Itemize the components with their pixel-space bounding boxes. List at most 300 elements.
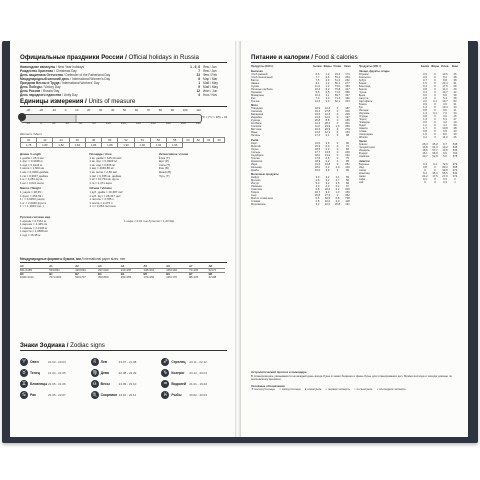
food-value: 26,3	[422, 143, 428, 146]
food-value: 308	[452, 165, 458, 169]
food-value: 0	[336, 150, 339, 154]
food-value: 13,8	[324, 162, 331, 166]
food-value: 10,5	[442, 72, 448, 76]
food-value: 337	[345, 93, 350, 97]
unit-line: 1 куб. дюйм = 16,387 см³	[89, 189, 123, 194]
food-value: 43	[453, 129, 457, 133]
food-name: Морковь	[358, 111, 370, 115]
food-name: Кофе	[358, 177, 366, 181]
food-value: 16,0	[314, 141, 321, 145]
food-value: 57,7	[432, 149, 438, 152]
food-name: Арбуз	[358, 78, 366, 82]
food-value: 17,5	[314, 156, 321, 160]
unit-line: 1 фунт = 453,59 г	[20, 193, 44, 198]
food-value: 0,8	[423, 129, 427, 133]
food-name: Сушки	[251, 84, 260, 88]
food-value: 27,3	[324, 194, 331, 197]
holiday-month: Июн / Jun	[203, 89, 218, 93]
food-value: 91	[453, 81, 457, 85]
holiday-ru: День народного единства	[20, 93, 62, 97]
food-value: 316	[345, 110, 350, 113]
food-name: Кальмар	[251, 165, 262, 169]
zodiac-range: 22.06 - 22.07	[48, 393, 66, 397]
heading-rule	[20, 62, 227, 63]
unit-line: 1 кв. ярд = 0,836 м²	[89, 162, 116, 167]
food-value: 82,5	[324, 197, 331, 200]
zodiac-icon: ♓	[163, 392, 168, 398]
food-value: 76,8	[334, 87, 341, 91]
paper-size-cell: B1	[49, 273, 75, 277]
zodiac-range: 21.01 - 19.02	[189, 382, 208, 386]
food-value: 0	[336, 168, 339, 172]
celsius-tick: 100	[182, 108, 188, 112]
paper-sizes-table	[20, 265, 225, 279]
unit-line: 1 галлон = 3,785 л	[89, 197, 114, 202]
unit-line: 1 м² = 10,764 кв. фута	[89, 177, 119, 182]
food-value: 20,8	[334, 203, 341, 206]
food-value: 366	[345, 84, 350, 88]
heading-rule	[20, 262, 227, 263]
units-columns	[20, 153, 225, 209]
unit-line: 1 мм = 0,0394 дюйма	[20, 169, 49, 174]
food-value: 17,7	[314, 150, 321, 154]
size-cell: 48	[85, 137, 101, 142]
zodiac-icon: ♒	[163, 381, 168, 387]
calorie-column-right	[359, 65, 461, 206]
food-name: Сливки	[251, 200, 261, 203]
paper-size-name: A0	[20, 265, 49, 269]
food-value: 0,3	[443, 180, 447, 184]
fahrenheit-tick: 120	[120, 121, 126, 125]
unit-line: 1 пуд = 16,38 кг	[20, 232, 41, 237]
celsius-tick: 20	[87, 108, 91, 112]
food-name: Йогурт	[251, 182, 260, 185]
paper-size-name: A2	[75, 265, 98, 269]
size-cell: 42	[37, 137, 53, 142]
food-value: 8,4	[443, 75, 447, 79]
food-value: 6,6	[315, 72, 320, 76]
holiday-ru: День России	[20, 89, 41, 93]
food-name: Семечки	[358, 155, 370, 158]
food-value: 3,3	[325, 99, 330, 103]
food-value: 12,2	[314, 122, 321, 125]
food-value: 0	[336, 147, 339, 151]
paper-heading: Международные форматы бумаги, мм / International paper sizes, mm	[20, 257, 126, 261]
food-value: 0	[336, 159, 339, 163]
food-name: Грецкий орех	[358, 146, 376, 149]
holiday-ru: Рождество Христово	[20, 69, 54, 73]
food-name: Помидор	[358, 120, 370, 124]
food-value: 0,8	[423, 114, 427, 118]
food-value: 11,0	[314, 84, 321, 88]
food-name: Вишня	[358, 87, 367, 91]
food-value: 174	[345, 72, 350, 76]
food-value: 75	[346, 156, 349, 160]
zodiac-range: 21.03 - 20.04	[48, 360, 66, 364]
unit-line: 1 вершок = 4,445 см	[20, 222, 48, 227]
food-name: Сметана	[251, 188, 262, 191]
food-value: 1,0	[423, 132, 427, 136]
food-name: Дыня	[358, 93, 366, 97]
calorie-column-left	[251, 65, 353, 206]
calorie-table	[359, 65, 461, 184]
holiday-date: 4	[198, 93, 200, 97]
unit-line: 1 акр = 4046,86 м²	[89, 166, 114, 171]
unit-line: 1 дюйм = 25,4 мм	[20, 155, 44, 160]
food-value: 246	[345, 150, 350, 154]
food-value: 0,9	[423, 102, 427, 106]
legend-label: заход Солнца	[282, 387, 301, 392]
legend-label: последняя четверть	[379, 387, 406, 392]
unit-line: 1 кв. миля = 2,59 км²	[89, 169, 117, 174]
fahrenheit-tick: 80	[92, 121, 96, 125]
food-value: 31,6	[314, 162, 321, 166]
food-name: Какао	[358, 174, 366, 178]
food-value: 13,6	[442, 149, 448, 152]
food-value: 38	[453, 78, 457, 82]
food-name: Треска	[251, 156, 260, 160]
food-value: 163	[345, 131, 350, 134]
food-value: 10,2	[442, 146, 448, 149]
food-name: Ветчина	[251, 128, 262, 131]
food-name: Индейка	[251, 116, 262, 119]
fahrenheit-tick: 180	[166, 121, 171, 125]
moon-phase-icon: ☀	[251, 387, 255, 392]
holiday-date: 1 - 6, 8	[190, 65, 200, 69]
food-value: 4,0	[335, 200, 340, 203]
food-name: Перец	[358, 117, 367, 121]
zodiac-icon: ♈	[21, 359, 27, 365]
food-value: 71,4	[334, 96, 341, 100]
food-value: 9,6	[443, 93, 447, 97]
food-value: 0,1	[433, 99, 437, 103]
zodiac-icon: ♍	[92, 370, 97, 376]
paper-size-cell: 105×148	[166, 269, 177, 272]
size-label: Women's / Men's	[20, 132, 42, 136]
food-value: 1,3	[423, 117, 427, 121]
food-value: 0	[434, 108, 436, 112]
food-value: 313	[345, 99, 350, 103]
zodiac-name: Водолей	[171, 382, 187, 386]
food-value: 28,2	[324, 122, 331, 125]
food-value: 191	[345, 153, 350, 157]
fahrenheit-tick: 220	[196, 121, 201, 125]
holiday-en: / Victory Day	[41, 85, 61, 89]
unit-line: 1 см = 0,3937 дюйма	[20, 173, 48, 178]
food-name: Печень	[251, 134, 261, 137]
holiday-date: 7	[198, 69, 200, 73]
food-value: 69	[453, 84, 457, 88]
zodiac-name: Телец	[30, 371, 40, 375]
food-name: Миндаль	[358, 149, 370, 152]
food-name: Печенье сдобное	[251, 87, 273, 91]
food-value: 0	[434, 123, 436, 127]
food-heading: Питание и калории / Food & calories	[251, 54, 358, 61]
food-group-title: Выпечка	[251, 69, 263, 73]
food-value: 4,0	[325, 185, 330, 188]
food-value: 43	[453, 105, 457, 109]
food-value: 1,2	[325, 72, 330, 76]
food-value: 0,4	[423, 90, 427, 94]
food-value: 1,2	[325, 81, 330, 85]
food-value: 0	[424, 168, 426, 172]
holiday-ru: Международный женский день	[20, 77, 70, 81]
zodiac-sign	[161, 358, 230, 366]
food-value: 0	[434, 117, 436, 121]
food-name: Макароны	[251, 93, 264, 97]
food-value: 40	[453, 132, 457, 136]
food-value: 330	[345, 96, 350, 100]
food-value: 3,0	[315, 176, 320, 179]
food-value: 0,3	[423, 162, 427, 166]
food-name: Творог	[251, 191, 260, 194]
table-row	[21, 142, 225, 147]
food-name: Скумбрия	[251, 153, 264, 157]
food-value: 0	[434, 180, 436, 184]
food-value: 3,2	[315, 203, 320, 206]
paper-size-cell: 250×353	[120, 276, 132, 279]
food-value: 1,0	[325, 96, 330, 100]
paper-size-cell: B3	[98, 273, 121, 277]
fahrenheit-tick: 140	[135, 121, 141, 125]
food-value: 3,2	[325, 176, 330, 179]
food-value: 48	[453, 126, 457, 130]
food-name: Банан	[358, 81, 367, 85]
paper-size-cell: B0	[20, 273, 49, 277]
food-value: 3,2	[325, 182, 330, 185]
unit-line: Сила (Т)	[158, 162, 171, 167]
unit-line: 1 миля = 1,609 км	[20, 166, 44, 171]
food-name: Смородина	[358, 132, 373, 136]
food-value: 0,5	[315, 197, 320, 200]
food-name: Лаваш	[251, 81, 260, 85]
unit-line: 1 г = 0,0353 унции	[20, 197, 45, 202]
paper-size-name: A3	[98, 265, 121, 269]
food-name: Говядина	[251, 107, 263, 110]
food-value: 0	[434, 105, 436, 109]
celsius-tick: 30	[99, 108, 103, 112]
holiday-name	[20, 93, 179, 97]
celsius-scale	[26, 109, 201, 113]
holiday-en: / New Year holidays	[55, 65, 85, 69]
food-value: 24,2	[422, 174, 428, 178]
food-value: 21,6	[314, 116, 321, 119]
food-name: Курица	[251, 119, 260, 122]
paper-size-cell: 88×125	[189, 276, 199, 279]
food-value: 0	[434, 87, 436, 91]
food-value: 27,9	[442, 174, 448, 178]
zodiac-heading: Знаки Зодиака / Zodiac signs	[20, 342, 105, 349]
food-name: Шоколад	[358, 171, 370, 175]
food-value: 99,8	[442, 168, 448, 172]
right-page	[241, 41, 468, 437]
zodiac-name: Стрелец	[171, 360, 186, 364]
food-value: 33,4	[334, 72, 341, 76]
food-value: 5,4	[443, 96, 447, 100]
food-value: 17,5	[442, 84, 448, 88]
moon-legend	[251, 388, 460, 392]
food-name: Крабы	[251, 168, 260, 172]
food-value: 4,7	[335, 179, 340, 182]
food-value: 35,3	[432, 171, 438, 175]
zodiac-sign	[161, 391, 230, 399]
food-value: 3,6	[325, 141, 330, 145]
zodiac-sign	[20, 391, 89, 399]
food-value: 10,4	[314, 93, 321, 97]
holiday-month: Май / May	[203, 85, 218, 89]
paper-size-name: A7	[189, 265, 209, 269]
food-name: Чай	[358, 180, 364, 184]
zodiac-range: 24.09 - 23.10	[118, 382, 137, 386]
food-value: 13,2	[324, 153, 331, 157]
food-value: 11,3	[442, 135, 448, 139]
food-value: 9,0	[443, 108, 447, 112]
food-value: 0	[336, 128, 339, 131]
zodiac-sign	[91, 380, 160, 388]
food-value: 18,9	[314, 159, 321, 163]
food-value: 2,8	[315, 200, 320, 203]
food-value: 12,4	[324, 107, 331, 110]
food-value: 2,4	[325, 75, 330, 79]
food-value: 262	[345, 78, 350, 82]
size-cell: 46	[69, 137, 85, 142]
food-value: 209	[345, 113, 350, 116]
unit-line: Фон (Б)	[158, 166, 169, 171]
food-value: 0,1	[433, 111, 437, 115]
food-value: 42	[453, 90, 457, 94]
food-value: 67	[346, 185, 349, 188]
food-name: Хлеб пшеничный	[251, 75, 273, 79]
food-value: 2,2	[325, 159, 330, 163]
food-value: 0	[434, 126, 436, 130]
paper-size-cell: B8	[209, 273, 225, 277]
food-name: Язык	[251, 131, 258, 134]
food-value: 18,6	[422, 149, 428, 152]
food-value: 0,9	[325, 147, 330, 151]
unit-line: Ёлка (Т)	[158, 155, 170, 160]
food-value: 45,2	[432, 143, 438, 146]
thermometer	[20, 108, 228, 131]
table-header: Продукты (100 г) Белки Жиры Углев. Ккал	[251, 65, 351, 68]
food-value: 12,0	[324, 116, 331, 119]
paper-size-cell: 420×594	[75, 269, 86, 272]
food-value: 26,8	[314, 194, 321, 197]
unit-line: 1 м = 3,281 фута	[20, 177, 43, 182]
food-value: 2	[454, 177, 456, 181]
food-value: 0	[336, 134, 339, 137]
zodiac-sign	[161, 369, 230, 377]
food-value: 80,3	[442, 165, 448, 169]
food-name: Редис	[358, 123, 367, 127]
food-value: 0	[434, 102, 436, 106]
holiday-en: / Christmas Day	[53, 69, 77, 73]
food-name: Минтай	[251, 144, 261, 148]
size-cell: 58	[167, 137, 183, 142]
food-value: 18,0	[314, 153, 321, 157]
food-value: 352	[345, 194, 350, 197]
food-value: 9,9	[443, 129, 447, 133]
food-name: Варенье	[358, 162, 370, 166]
size-cell: 1,92	[134, 142, 150, 147]
zodiac-range: 23.07 - 21.08	[118, 360, 137, 364]
food-value: 301	[345, 122, 350, 125]
fahrenheit-scale	[26, 122, 201, 126]
zodiac-range: 24.10 - 22.11	[118, 393, 137, 397]
holiday-month: Ноя / Nov	[203, 93, 218, 97]
food-value: 264	[345, 75, 350, 79]
size-cell: 1,78	[21, 142, 37, 147]
paper-size-cell: B4	[121, 273, 144, 277]
food-name: Слива	[358, 129, 367, 133]
food-name: Окунь	[251, 147, 259, 151]
food-value: 49	[453, 87, 457, 91]
unit-line: 1 км = 0,621 мили	[20, 180, 44, 185]
food-value: 15,6	[314, 113, 321, 116]
zodiac-icon: ♐	[163, 359, 168, 365]
food-value: 58	[346, 179, 349, 182]
food-value: 187	[345, 107, 350, 110]
food-value: 10,4	[442, 105, 448, 109]
food-value: 23,9	[324, 125, 331, 128]
unit-line: 1 кв. фут = 0,0929 м²	[89, 159, 118, 164]
food-value: 11,3	[442, 87, 448, 91]
size-cell: 1,96	[167, 142, 183, 147]
food-value: 0	[336, 110, 339, 113]
food-value: 0,9	[423, 72, 427, 76]
food-name: Огурцы	[358, 114, 368, 118]
zodiac-icon: ♎	[92, 381, 97, 387]
food-value: 20,7	[422, 155, 428, 158]
food-value: 12,6	[314, 99, 321, 103]
food-name: Малина	[358, 108, 369, 112]
legend-item	[305, 388, 322, 392]
zodiac-name: Рак	[30, 393, 36, 397]
food-value: 0	[434, 90, 436, 94]
size-cell: 60	[183, 137, 193, 142]
food-value: 118	[345, 200, 350, 203]
unit-line: Шкаф (Б)	[158, 169, 172, 174]
holiday-en: / International Women's Day	[69, 77, 111, 81]
food-name: Сосиски	[251, 125, 262, 128]
list-item	[20, 93, 225, 97]
legend-label: полнолуние	[356, 387, 373, 392]
food-value: 13,8	[422, 146, 428, 149]
moon-phase-icon: ◐	[325, 387, 328, 392]
food-value: 15,9	[314, 144, 321, 148]
food-value: 17,5	[432, 174, 438, 178]
legend-item	[354, 388, 372, 392]
food-value: 5,4	[423, 171, 427, 175]
zodiac-name: Весы	[100, 382, 110, 386]
holiday-month: Янв / Jan	[203, 69, 217, 73]
food-value: 3,6	[325, 168, 330, 172]
holiday-ru: День Победы	[20, 85, 42, 89]
food-value: 51,4	[334, 78, 341, 82]
food-value: 1,2	[423, 123, 427, 127]
fahrenheit-tick: 40	[65, 121, 69, 125]
length-column: Длина / Length 1 дюйм = 25,4 мм 1 фут = 0,3048 м 1 ярд = 0,9144 м 1 миля = 1,609 км 1 мм = 0,0394 дюйма 1 см = 0,3937 дюйма 1 м = 3,281 фута 1 км = 0,621 мили Масса / Weight 1 унция = 28,35 г 1 фунт = 453,59 г 1 г = 0,0353 унции 1 кг = 2,2046 фунта 1 т = 1,1023 кор. т	[20, 153, 86, 209]
paper-size-name: A5	[144, 265, 167, 269]
food-value: 191	[345, 203, 350, 206]
food-value: 251	[345, 162, 350, 166]
size-cell: 44	[53, 137, 69, 142]
holiday-date: 8	[198, 77, 200, 81]
food-value: 20,0	[324, 188, 331, 191]
unit-line: 1 кв. дюйм = 645,16 мм²	[89, 155, 122, 160]
food-value: 1,3	[335, 191, 340, 194]
food-value: 2,2	[325, 165, 330, 169]
zodiac-range: 23.11 - 22.12	[189, 360, 207, 364]
